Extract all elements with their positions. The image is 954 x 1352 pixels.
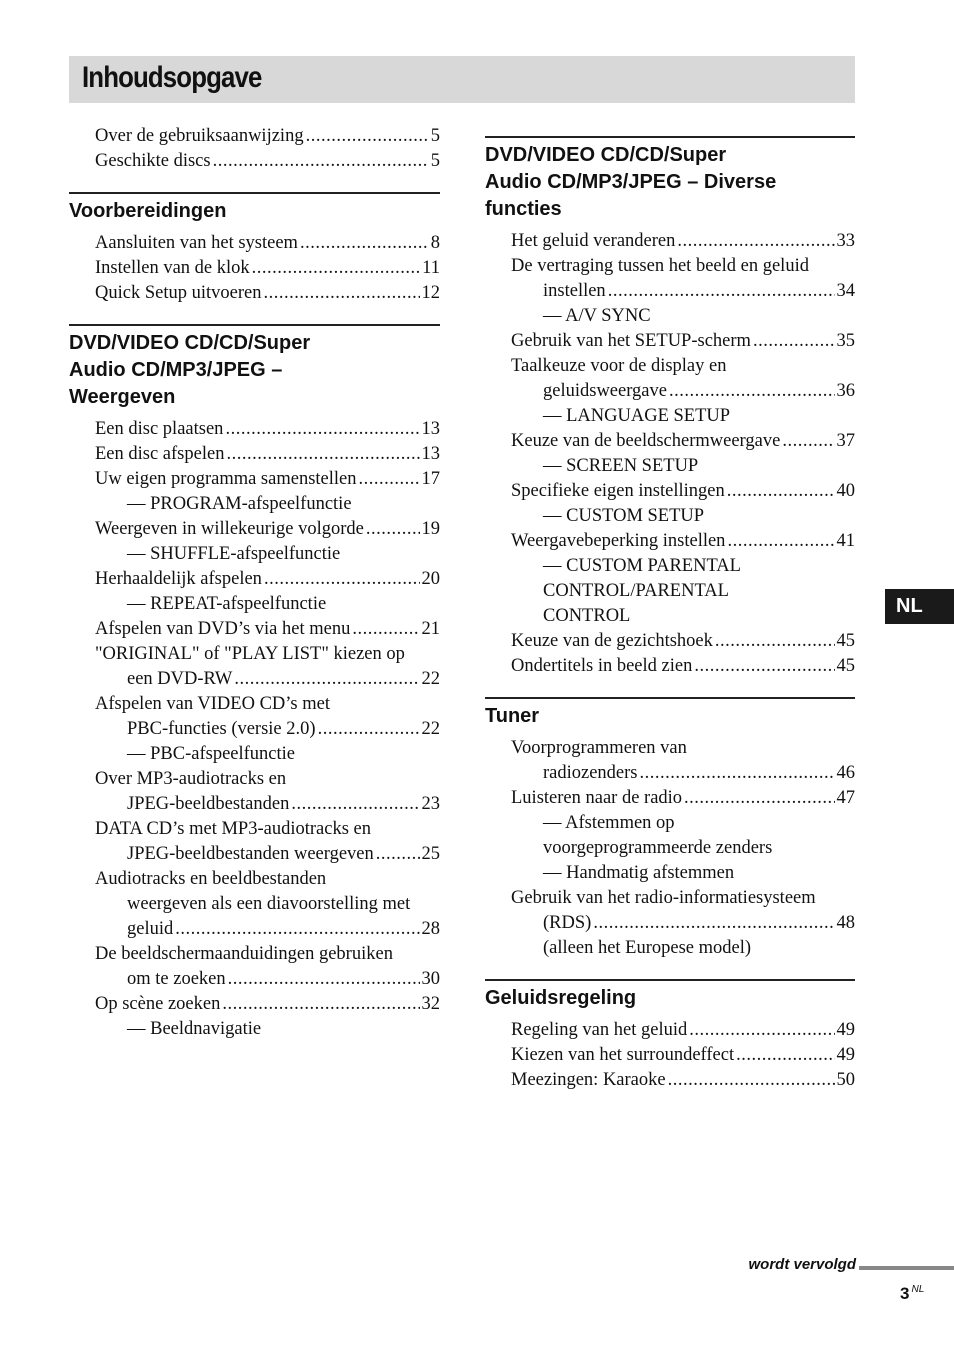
toc-dot-leader [300,231,429,256]
toc-entry [511,736,855,786]
toc-entry-row [95,467,440,492]
toc-section [485,979,855,1093]
toc-entry [511,429,855,454]
toc-entry-row [511,379,855,404]
toc-page-number: 49 [836,1020,855,1040]
toc-entry [511,479,855,504]
toc-page-number: 45 [836,656,855,676]
toc-entry [511,1018,855,1043]
toc-entry-row [511,329,855,354]
toc-entry [511,504,855,529]
toc-section [485,136,855,679]
toc-page-number: 33 [836,231,855,251]
toc-entry-text: Meezingen: Karaoke [511,1070,666,1090]
toc-page-number: 34 [836,281,855,301]
toc-dot-leader [234,667,419,692]
toc-dot-leader [222,992,419,1017]
toc-entry-text: Over de gebruiksaanwijzing [95,126,304,146]
toc-entry-text: Afspelen van VIDEO CD’s met [95,694,330,714]
toc-page-number: 11 [422,258,440,278]
toc-dot-leader [669,379,835,404]
toc-entry-text: Regeling van het geluid [511,1020,688,1040]
toc-entry-text: Kiezen van het surroundeffect [511,1045,735,1065]
toc-subentry: — SCREEN SETUP [543,456,699,476]
toc-entry [511,861,855,886]
toc-entry-row [511,761,855,786]
toc-entry-text: Uw eigen programma samenstellen [95,469,357,489]
toc-entry-text: Gebruik van het radio-informatiesysteem [511,888,816,908]
section-heading-line: DVD/VIDEO CD/CD/Super [69,332,311,354]
toc-dot-leader [264,567,420,592]
toc-entry-row [95,617,440,642]
toc-dot-leader [376,842,420,867]
toc-page-number: 22 [421,669,440,689]
continued-label: wordt vervolgd [748,1256,856,1273]
toc-page-number: 48 [836,913,855,933]
toc-entry-text: geluidsweergave [543,381,667,401]
toc-entry-text: Gebruik van het SETUP-scherm [511,331,751,351]
toc-entry [95,742,440,767]
toc-entry [95,567,440,592]
toc-subentry: CONTROL/PARENTAL [543,581,729,601]
toc-page-number: 19 [421,519,440,539]
toc-entry-text: Weergeven in willekeurige volgorde [95,519,364,539]
toc-entry [95,517,440,542]
section-heading [485,979,855,1012]
toc-dot-leader [306,124,429,149]
toc-page-number: 37 [836,431,855,451]
toc-entry-text: De vertraging tussen het beeld en geluid [511,256,809,276]
toc-dot-leader [715,629,835,654]
section-heading [485,697,855,730]
toc-entry [95,817,440,867]
toc-list [485,229,855,679]
toc-dot-leader [727,529,834,554]
toc-dot-leader [782,429,834,454]
toc-dot-leader [175,917,419,942]
toc-entry [511,229,855,254]
toc-dot-leader [753,329,835,354]
section-heading-line: Geluidsregeling [485,987,637,1009]
toc-dot-leader [213,149,429,174]
toc-entry [511,836,855,861]
toc-dot-leader [352,617,419,642]
toc-entry-row [511,786,855,811]
page-number-value: 3 [900,1284,910,1303]
toc-entry [511,1043,855,1068]
toc-dot-leader [366,517,420,542]
toc-entry-row [95,567,440,592]
toc-intro-list [69,124,440,174]
toc-entry-text: Taalkeuze voor de display en [511,356,727,376]
toc-entry-text: Aansluiten van het systeem [95,233,298,253]
toc-dot-leader [225,417,419,442]
toc-dot-leader [640,761,835,786]
toc-entry-text: De beeldschermaanduidingen gebruiken [95,944,393,964]
toc-dot-leader [291,792,419,817]
toc-list [69,417,440,1042]
toc-entry [95,256,440,281]
toc-entry-row [511,911,855,936]
toc-dot-leader [358,467,419,492]
toc-page-number: 17 [421,469,440,489]
toc-entry-row [95,442,440,467]
toc-entry-text: Quick Setup uitvoeren [95,283,262,303]
toc-entry [95,1017,440,1042]
toc-entry-row [95,717,440,742]
toc-entry [95,124,440,149]
toc-entry [511,786,855,811]
toc-entry-text: "ORIGINAL" of "PLAY LIST" kiezen op [95,644,405,664]
toc-page-number: 41 [836,531,855,551]
toc-entry-row [511,1043,855,1068]
toc-entry [511,886,855,936]
toc-entry-row [95,917,440,942]
toc-entry-text: Geschikte discs [95,151,211,171]
section-heading-line: functies [485,198,562,220]
section-heading [485,136,855,223]
toc-subentry: (alleen het Europese model) [543,938,752,958]
toc-entry-row [95,667,440,692]
toc-dot-leader [689,1018,834,1043]
toc-entry-text: om te zoeken [127,969,226,989]
toc-entry-text: Keuze van de gezichtshoek [511,631,713,651]
toc-entry [511,811,855,836]
section-heading-line: Voorbereidingen [69,200,227,222]
toc-entry-text: Herhaaldelijk afspelen [95,569,262,589]
toc-entry-row [95,124,440,149]
toc-dot-leader [727,479,835,504]
toc-entry-row [95,842,440,867]
toc-dot-leader [228,967,420,992]
toc-entry-row [95,967,440,992]
toc-entry-row [511,529,855,554]
toc-entry [511,1068,855,1093]
toc-entry-text: Een disc afspelen [95,444,225,464]
toc-entry [95,281,440,306]
toc-entry-text: Over MP3-audiotracks en [95,769,287,789]
toc-entry [511,936,855,961]
toc-entry-continuation: weergeven als een diavoorstelling met [127,894,411,914]
section-heading-line: Tuner [485,705,540,727]
toc-page-number: 13 [421,444,440,464]
toc-page-number: 5 [430,151,440,171]
toc-entry-row [95,256,440,281]
toc-page-number: 5 [430,126,440,146]
toc-entry [511,454,855,479]
toc-entry-text: Afspelen van DVD’s via het menu [95,619,351,639]
toc-subentry: — REPEAT-afspeelfunctie [127,594,327,614]
toc-entry-row [95,417,440,442]
toc-dot-leader [318,717,420,742]
toc-entry-row [511,479,855,504]
toc-entry [95,417,440,442]
toc-entry-text: een DVD-RW [127,669,233,689]
toc-entry [511,579,855,604]
section-heading-line: Weergeven [69,386,176,408]
toc-entry [95,767,440,817]
toc-entry [95,542,440,567]
section-heading [69,192,440,225]
toc-subentry: — CUSTOM PARENTAL [543,556,741,576]
toc-page-number: 35 [836,331,855,351]
toc-entry-row [95,231,440,256]
toc-entry-text: Het geluid veranderen [511,231,676,251]
toc-right-column [485,136,855,1111]
toc-entry-text: Weergavebeperking instellen [511,531,726,551]
toc-page-number: 36 [836,381,855,401]
toc-page-number: 46 [836,763,855,783]
toc-subentry: — A/V SYNC [543,306,651,326]
toc-entry [511,604,855,629]
toc-entry [95,149,440,174]
toc-entry [511,354,855,404]
toc-entry-text: Luisteren naar de radio [511,788,683,808]
toc-page-number: 21 [421,619,440,639]
toc-section [485,697,855,961]
toc-subentry: — CUSTOM SETUP [543,506,705,526]
toc-section [69,324,440,1042]
toc-dot-leader [593,911,834,936]
toc-entry [95,492,440,517]
toc-entry [511,629,855,654]
language-tab: NL [885,589,954,624]
toc-entry-text: instellen [543,281,606,301]
toc-page-number: 32 [421,994,440,1014]
toc-dot-leader [252,256,421,281]
toc-page-number: 8 [430,233,440,253]
section-heading-line: Audio CD/MP3/JPEG – Diverse [485,171,777,193]
toc-subentry: — PROGRAM-afspeelfunctie [127,494,352,514]
toc-entry [95,942,440,992]
page-number-suffix: NL [911,1284,925,1296]
toc-entry-text: Ondertitels in beeld zien [511,656,693,676]
toc-entry-row [95,792,440,817]
toc-page-number: 23 [421,794,440,814]
toc-dot-leader [608,279,835,304]
toc-entry-text: PBC-functies (versie 2.0) [127,719,316,739]
toc-page-number: 28 [421,919,440,939]
toc-page-number: 13 [421,419,440,439]
page-title: Inhoudsopgave [82,61,262,94]
toc-entry-row [511,279,855,304]
toc-entry-text: JPEG-beeldbestanden [127,794,290,814]
toc-entry [511,329,855,354]
toc-page-number: 50 [836,1070,855,1090]
toc-entry-text: Instellen van de klok [95,258,250,278]
toc-entry [95,692,440,742]
toc-subentry: — Beeldnavigatie [127,1019,262,1039]
toc-entry-text: geluid [127,919,174,939]
toc-page-number: 22 [421,719,440,739]
toc-entry-text: Audiotracks en beeldbestanden [95,869,327,889]
toc-subentry: — SHUFFLE-afspeelfunctie [127,544,341,564]
toc-dot-leader [668,1068,835,1093]
toc-page-number: 40 [836,481,855,501]
toc-entry-row [95,149,440,174]
toc-entry [95,442,440,467]
toc-page-number: 45 [836,631,855,651]
toc-entry-row [511,429,855,454]
toc-entry-text: DATA CD’s met MP3-audiotracks en [95,819,371,839]
toc-page-number: 49 [836,1045,855,1065]
toc-subentry: — Afstemmen op [543,813,675,833]
toc-entry [511,304,855,329]
toc-entry-text: radiozenders [543,763,638,783]
toc-page-number: 12 [421,283,440,303]
toc-entry-row [95,517,440,542]
toc-page-number: 47 [836,788,855,808]
toc-left-column [69,124,440,1060]
toc-entry [511,254,855,304]
toc-dot-leader [694,654,834,679]
toc-page-number: 20 [421,569,440,589]
toc-subentry: — Handmatig afstemmen [543,863,735,883]
toc-entry-text: Op scène zoeken [95,994,221,1014]
toc-page-number: 30 [421,969,440,989]
continued-line [859,1266,954,1270]
toc-section [69,192,440,306]
toc-entry [95,231,440,256]
section-heading-line: Audio CD/MP3/JPEG – [69,359,283,381]
section-heading [69,324,440,411]
section-heading-line: DVD/VIDEO CD/CD/Super [485,144,727,166]
toc-dot-leader [736,1043,834,1068]
toc-entry [95,642,440,692]
toc-list [485,736,855,961]
toc-entry [95,992,440,1017]
toc-entry-row [511,629,855,654]
toc-entry [95,592,440,617]
toc-entry [511,404,855,429]
toc-subentry: voorgeprogrammeerde zenders [543,838,773,858]
toc-dot-leader [684,786,834,811]
toc-entry-text: Een disc plaatsen [95,419,224,439]
toc-entry-row [95,281,440,306]
toc-entry [95,617,440,642]
title-bar [69,56,855,103]
toc-dot-leader [677,229,834,254]
page-number [900,1284,924,1304]
toc-entry [95,467,440,492]
toc-dot-leader [226,442,419,467]
toc-entry-text: JPEG-beeldbestanden weergeven [127,844,374,864]
toc-subentry: — LANGUAGE SETUP [543,406,731,426]
toc-subentry: — PBC-afspeelfunctie [127,744,295,764]
toc-entry [511,529,855,554]
toc-entry-text: Voorprogrammeren van [511,738,687,758]
toc-entry [95,867,440,942]
toc-entry-text: (RDS) [543,913,592,933]
toc-entry [511,554,855,579]
toc-entry-row [95,992,440,1017]
toc-list [485,1018,855,1093]
toc-dot-leader [263,281,419,306]
toc-subentry: CONTROL [543,606,631,626]
toc-entry-row [511,1068,855,1093]
toc-entry-row [511,229,855,254]
toc-entry-row [511,1018,855,1043]
toc-page-number: 25 [421,844,440,864]
toc-list [69,231,440,306]
toc-entry-row [511,654,855,679]
toc-entry [511,654,855,679]
toc-entry-text: Specifieke eigen instellingen [511,481,725,501]
toc-entry-text: Keuze van de beeldschermweergave [511,431,781,451]
